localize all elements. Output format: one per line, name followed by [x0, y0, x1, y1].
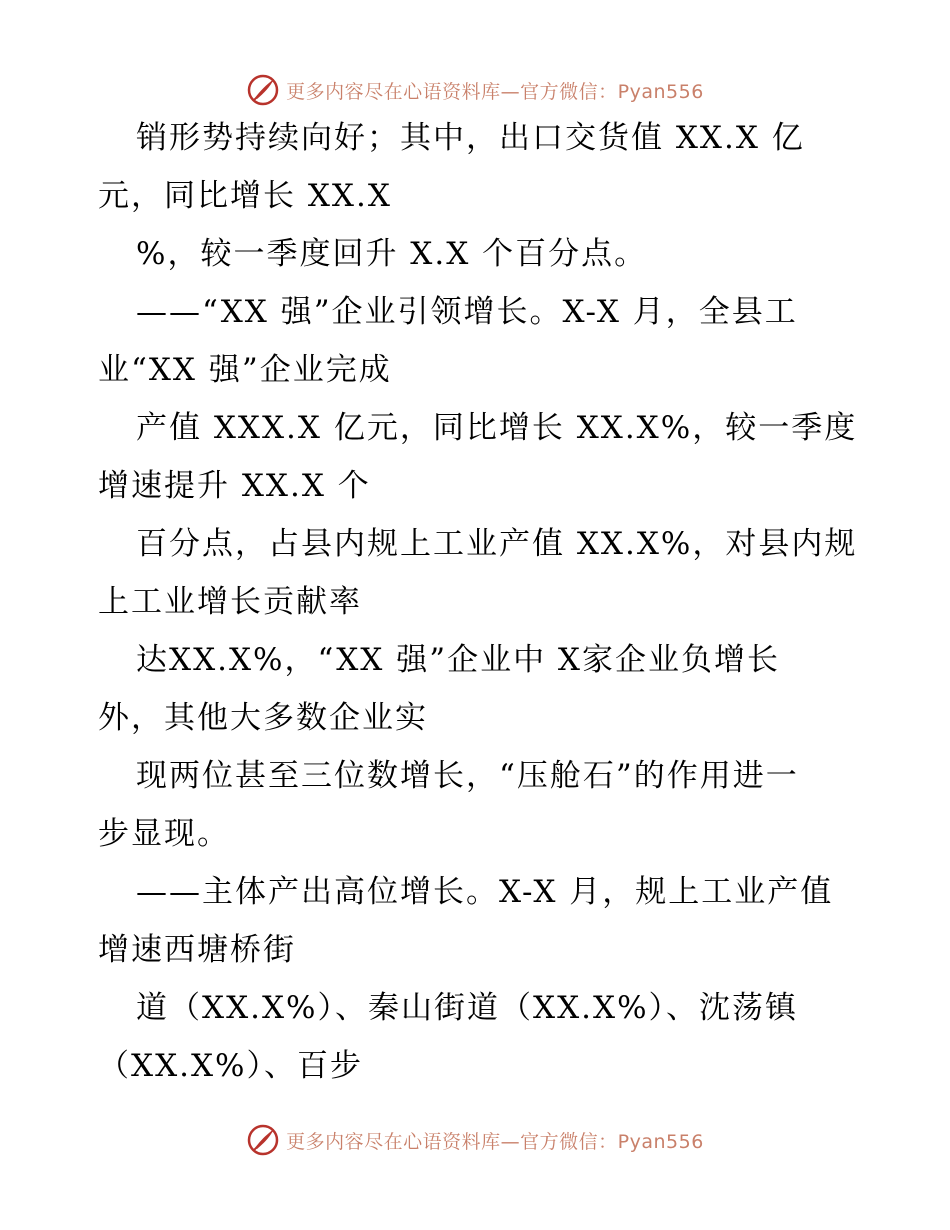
paragraph-line: （XX.X%）、百步 — [98, 1048, 364, 1084]
paragraph-line: 现两位甚至三位数增长，“压舱石”的作用进一 — [136, 758, 799, 794]
feather-pen-logo-icon — [246, 73, 280, 107]
paragraph-line: ——主体产出高位增长。X-X 月，规上工业产值 — [136, 874, 834, 910]
feather-pen-logo-icon — [246, 1123, 280, 1157]
paragraph-line: 增速西塘桥街 — [98, 932, 296, 968]
paragraph-line: 道（XX.X%）、秦山街道（XX.X%）、沈荡镇 — [136, 990, 799, 1026]
header-banner-text: 更多内容尽在心语资料库—官方微信：Pyan556 — [286, 80, 704, 103]
paragraph-line: 增速提升 XX.X 个 — [98, 468, 371, 504]
paragraph-line: 销形势持续向好；其中，出口交货值 XX.X 亿 — [136, 120, 805, 156]
paragraph-line: 达XX.X%，“XX 强”企业中 X家企业负增长 — [136, 642, 780, 678]
paragraph-line: 步显现。 — [98, 816, 230, 852]
paragraph-line: 元，同比增长 XX.X — [98, 178, 392, 214]
footer-banner-text: 更多内容尽在心语资料库—官方微信：Pyan556 — [286, 1130, 704, 1153]
paragraph-line: 上工业增长贡献率 — [98, 584, 362, 620]
footer-banner — [0, 1120, 950, 1160]
paragraph-line: 业“XX 强”企业完成 — [98, 352, 392, 388]
paragraph-line: %，较一季度回升 X.X 个百分点。 — [136, 236, 648, 272]
paragraph-line: 外，其他大多数企业实 — [98, 700, 428, 736]
paragraph-line: 百分点，占县内规上工业产值 XX.X%，对县内规 — [136, 526, 858, 562]
paragraph-line: ——“XX 强”企业引领增长。X-X 月，全县工 — [136, 294, 798, 330]
paragraph-line: 产值 XXX.X 亿元，同比增长 XX.X%，较一季度 — [136, 410, 858, 446]
header-banner — [0, 70, 950, 110]
